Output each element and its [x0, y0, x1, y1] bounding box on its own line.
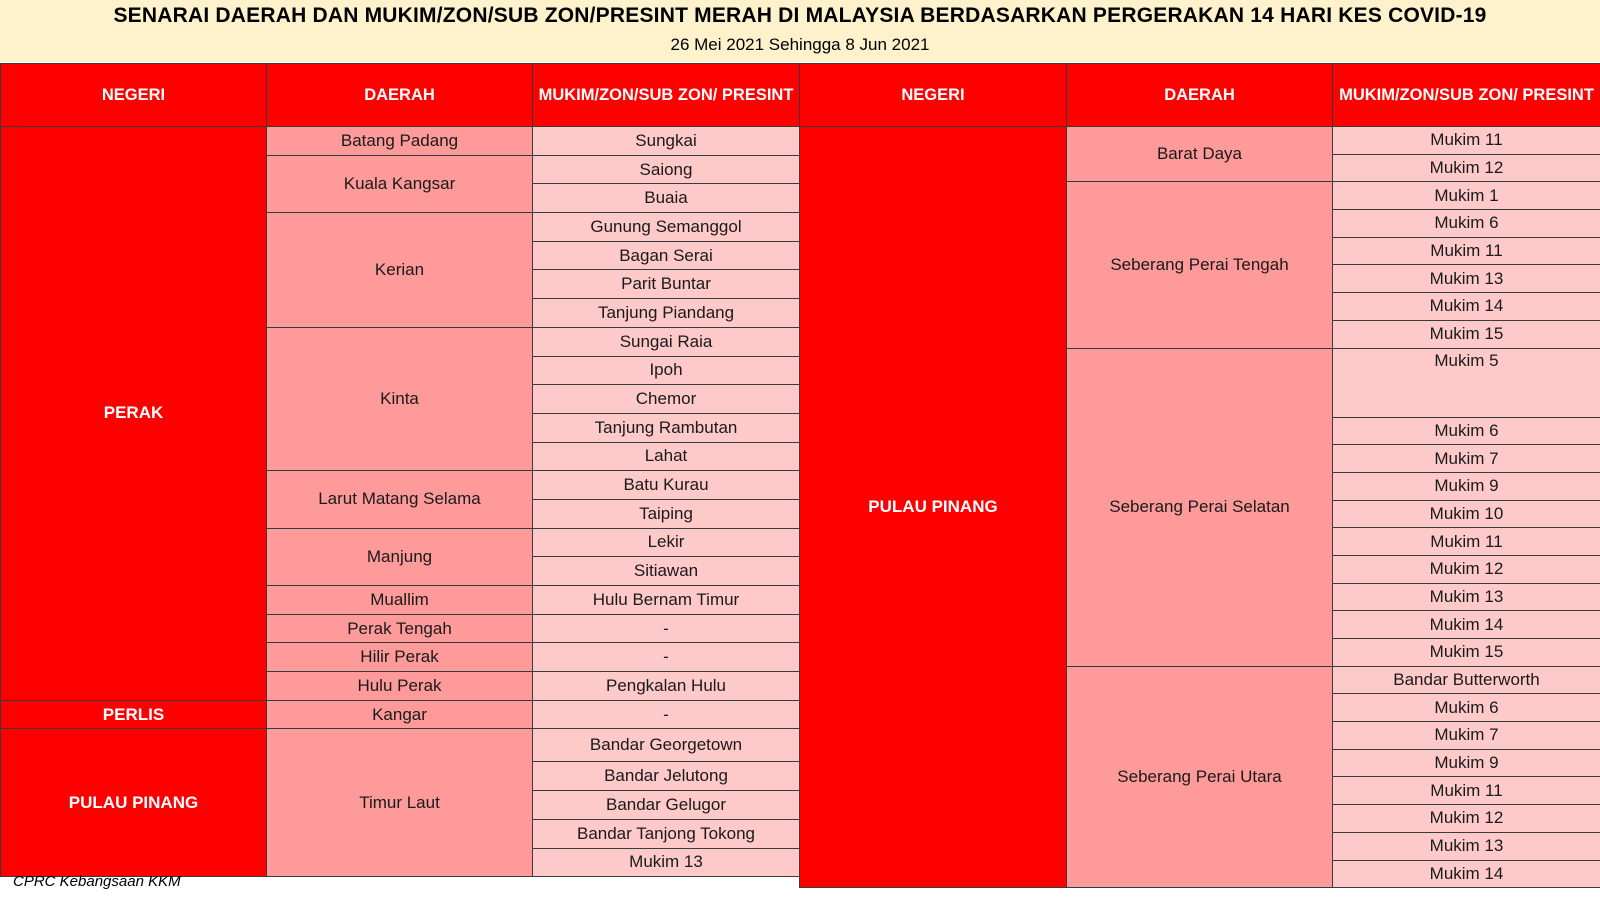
mukim-cell: Sungkai [533, 127, 800, 156]
mukim-cell: Mukim 11 [1333, 127, 1600, 155]
mukim-cell: Tanjung Rambutan [533, 413, 800, 442]
mukim-cell: Mukim 13 [1333, 832, 1600, 860]
mukim-cell: Lahat [533, 442, 800, 471]
mukim-cell: Bandar Butterworth [1333, 666, 1600, 694]
district-cell: Kangar [267, 700, 533, 729]
mukim-cell: - [533, 700, 800, 729]
column-header-mukim: MUKIM/ZON/SUB ZON/ PRESINT [1333, 64, 1600, 127]
header-row [800, 64, 1600, 127]
mukim-cell: Sungai Raia [533, 327, 800, 356]
district-cell: Kinta [267, 327, 533, 470]
mukim-cell: Mukim 11 [1333, 777, 1600, 805]
mukim-cell: Bandar Gelugor [533, 791, 800, 820]
mukim-cell: Mukim 7 [1333, 445, 1600, 473]
mukim-cell: Mukim 5 [1333, 348, 1600, 417]
mukim-cell: Batu Kurau [533, 471, 800, 500]
mukim-cell: Tanjung Piandang [533, 299, 800, 328]
mukim-cell: Mukim 12 [1333, 154, 1600, 182]
district-cell: Hilir Perak [267, 643, 533, 672]
column-header-daerah: DAERAH [1067, 64, 1333, 127]
district-cell: Perak Tengah [267, 614, 533, 643]
date-range-subtitle: 26 Mei 2021 Sehingga 8 Jun 2021 [670, 35, 930, 54]
mukim-cell: Buaia [533, 184, 800, 213]
district-cell: Hulu Perak [267, 672, 533, 701]
page-title: SENARAI DAERAH DAN MUKIM/ZON/SUB ZON/PRESINT MERAH DI MALAYSIA BERDASARKAN PERGERAKAN 14 HARI KES COVID-19 [113, 4, 1487, 27]
mukim-cell: Mukim 13 [1333, 583, 1600, 611]
district-cell: Seberang Perai Selatan [1067, 348, 1333, 666]
district-cell: Barat Daya [1067, 127, 1333, 182]
table-row [800, 127, 1600, 155]
source-credit: CPRC Kebangsaan KKM [13, 873, 181, 890]
state-cell: PULAU PINANG [1, 729, 267, 877]
mukim-cell: Mukim 12 [1333, 555, 1600, 583]
header-row [1, 64, 800, 127]
state-cell: PULAU PINANG [800, 127, 1067, 888]
mukim-cell: Mukim 9 [1333, 472, 1600, 500]
mukim-cell: Mukim 14 [1333, 860, 1600, 888]
district-cell: Muallim [267, 586, 533, 615]
table-row [1, 127, 800, 156]
district-cell: Timur Laut [267, 729, 533, 877]
mukim-cell: Gunung Semanggol [533, 213, 800, 242]
mukim-cell: Mukim 1 [1333, 182, 1600, 210]
left-table [0, 63, 800, 877]
mukim-cell: - [533, 614, 800, 643]
mukim-cell: Mukim 6 [1333, 694, 1600, 722]
district-cell: Larut Matang Selama [267, 471, 533, 528]
mukim-cell: Mukim 10 [1333, 500, 1600, 528]
mukim-cell: Mukim 7 [1333, 722, 1600, 750]
mukim-cell: Mukim 14 [1333, 611, 1600, 639]
column-header-negeri: NEGERI [1, 64, 267, 127]
mukim-cell: Mukim 11 [1333, 528, 1600, 556]
district-cell: Seberang Perai Utara [1067, 666, 1333, 888]
mukim-cell: Mukim 9 [1333, 749, 1600, 777]
state-cell: PERAK [1, 127, 267, 701]
district-cell: Batang Padang [267, 127, 533, 156]
mukim-cell: Lekir [533, 528, 800, 557]
mukim-cell: - [533, 643, 800, 672]
column-header-mukim: MUKIM/ZON/SUB ZON/ PRESINT [533, 64, 800, 127]
district-cell: Kuala Kangsar [267, 155, 533, 212]
mukim-cell: Saiong [533, 155, 800, 184]
mukim-cell: Parit Buntar [533, 270, 800, 299]
mukim-cell: Mukim 6 [1333, 417, 1600, 445]
mukim-cell: Mukim 13 [533, 848, 800, 877]
state-cell: PERLIS [1, 700, 267, 729]
mukim-cell: Ipoh [533, 356, 800, 385]
mukim-cell: Mukim 15 [1333, 320, 1600, 348]
mukim-cell: Chemor [533, 385, 800, 414]
mukim-cell: Bagan Serai [533, 241, 800, 270]
district-cell: Seberang Perai Tengah [1067, 182, 1333, 348]
mukim-cell: Bandar Tanjong Tokong [533, 819, 800, 848]
mukim-cell: Hulu Bernam Timur [533, 586, 800, 615]
mukim-cell: Mukim 11 [1333, 237, 1600, 265]
mukim-cell: Bandar Georgetown [533, 729, 800, 762]
table-row [1, 729, 800, 762]
right-table [799, 63, 1600, 888]
mukim-cell: Sitiawan [533, 557, 800, 586]
column-header-negeri: NEGERI [800, 64, 1067, 127]
district-cell: Manjung [267, 528, 533, 585]
mukim-cell: Mukim 15 [1333, 639, 1600, 667]
mukim-cell: Mukim 13 [1333, 265, 1600, 293]
mukim-cell: Taiping [533, 499, 800, 528]
mukim-cell: Pengkalan Hulu [533, 672, 800, 701]
mukim-cell: Mukim 6 [1333, 210, 1600, 238]
table-row [1, 700, 800, 729]
district-cell: Kerian [267, 213, 533, 328]
column-header-daerah: DAERAH [267, 64, 533, 127]
mukim-cell: Mukim 14 [1333, 293, 1600, 321]
mukim-cell: Bandar Jelutong [533, 762, 800, 791]
mukim-cell: Mukim 12 [1333, 805, 1600, 833]
